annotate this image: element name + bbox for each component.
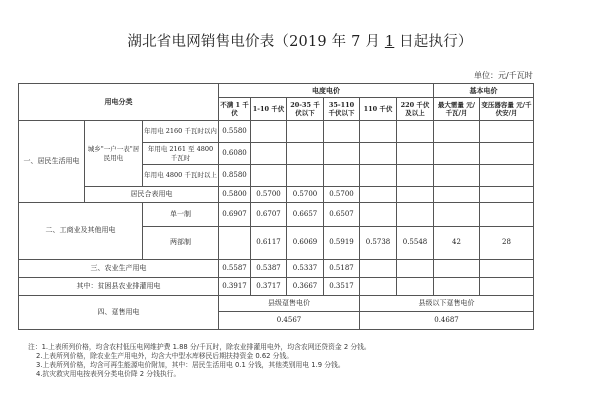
footnote: 2.上表所列价格，除农业生产用电外，均含大中型水库移民后期扶持资金 0.62 分钱。 — [36, 352, 294, 360]
wholesale-below-county-label: 县级以下趸售电价 — [360, 296, 534, 312]
residential-combined-price: 0.5700 — [287, 187, 324, 203]
empty-cell — [360, 165, 397, 187]
industrial-single-label: 单一制 — [143, 203, 219, 227]
residential-tier1-price: 0.5580 — [219, 121, 251, 143]
agricultural-price: 0.5387 — [251, 260, 287, 278]
residential-tier2-price: 0.6080 — [219, 143, 251, 165]
empty-cell — [251, 143, 287, 165]
wholesale-county-label: 县级趸售电价 — [219, 296, 360, 312]
footnote: 3.上表所列价格，均含可再生能源电价附加，其中：居民生活用电 0.1 分钱，其他类别用电 1.9 分钱。 — [36, 361, 345, 369]
industrial-two-part-price: 0.5919 — [324, 227, 360, 260]
page-title — [0, 30, 600, 51]
agricultural-sub-label: 其中：贫困县农业排灌用电 — [19, 278, 219, 296]
residential-combined-price: 0.5700 — [251, 187, 287, 203]
empty-cell — [360, 187, 397, 203]
footnote: 注：1.上表所列价格，均含农村低压电网维护费 1.88 分/千瓦时，除农业排灌用电外，均含农网还贷资金 2 分钱。 — [28, 343, 371, 351]
empty-cell — [219, 227, 251, 260]
industrial-two-part-price: 0.6069 — [287, 227, 324, 260]
header-voltage-20-35kv: 20-35 千伏以下 — [287, 98, 324, 121]
header-voltage-35-110kv: 35-110 千伏以下 — [324, 98, 360, 121]
industrial-single-price: 0.6507 — [324, 203, 360, 227]
title-day: 1 — [384, 34, 395, 50]
industrial-transformer-capacity: 28 — [480, 227, 534, 260]
header-basic-price: 基本电价 — [434, 84, 534, 98]
residential-tier1-label: 年用电 2160 千瓦时以内 — [143, 121, 219, 143]
empty-cell — [397, 278, 434, 296]
agricultural-label: 三、农业生产用电 — [19, 260, 219, 278]
empty-cell — [397, 121, 434, 143]
empty-cell — [360, 260, 397, 278]
industrial-label: 二、工商业及其他用电 — [19, 203, 143, 260]
agricultural-sub-price: 0.3917 — [219, 278, 251, 296]
industrial-single-price: 0.6657 — [287, 203, 324, 227]
agricultural-price: 0.5187 — [324, 260, 360, 278]
agricultural-sub-price: 0.3517 — [324, 278, 360, 296]
empty-cell — [434, 165, 480, 187]
header-voltage-1-10kv: 1-10 千伏 — [251, 98, 287, 121]
industrial-two-part-price: 0.6117 — [251, 227, 287, 260]
residential-combined-price: 0.5800 — [219, 187, 251, 203]
residential-urban-rural-label: 城乡"一户一表"居民用电 — [85, 121, 143, 187]
empty-cell — [480, 187, 534, 203]
empty-cell — [480, 143, 534, 165]
empty-cell — [480, 260, 534, 278]
empty-cell — [480, 278, 534, 296]
empty-cell — [480, 165, 534, 187]
header-transformer-capacity: 变压器容量 元/千伏安/月 — [480, 98, 534, 121]
header-voltage-220kv: 220 千伏 及以上 — [397, 98, 434, 121]
empty-cell — [360, 143, 397, 165]
empty-cell — [480, 203, 534, 227]
empty-cell — [434, 203, 480, 227]
residential-combined-label: 居民合表用电 — [85, 187, 219, 203]
header-max-demand: 最大需量 元/千瓦/月 — [434, 98, 480, 121]
residential-combined-price: 0.5700 — [324, 187, 360, 203]
industrial-two-part-price: 0.5738 — [360, 227, 397, 260]
residential-tier3-price: 0.8580 — [219, 165, 251, 187]
tariff-table — [18, 83, 534, 330]
empty-cell — [360, 203, 397, 227]
empty-cell — [287, 121, 324, 143]
industrial-single-price: 0.6707 — [251, 203, 287, 227]
wholesale-label: 四、趸售用电 — [19, 296, 219, 330]
agricultural-sub-price: 0.3717 — [251, 278, 287, 296]
unit-label: 单位：元/千瓦时 — [474, 71, 533, 80]
empty-cell — [434, 187, 480, 203]
empty-cell — [434, 260, 480, 278]
wholesale-below-county-price: 0.4687 — [360, 312, 534, 330]
header-voltage-110kv: 110 千伏 — [360, 98, 397, 121]
empty-cell — [324, 121, 360, 143]
empty-cell — [480, 121, 534, 143]
empty-cell — [360, 121, 397, 143]
industrial-two-part-label: 两部制 — [143, 227, 219, 260]
residential-tier2-label: 年用电 2161 至 4800 千瓦时 — [143, 143, 219, 165]
empty-cell — [251, 165, 287, 187]
header-voltage-lt1kv: 不满 1 千伏 — [219, 98, 251, 121]
empty-cell — [397, 260, 434, 278]
empty-cell — [251, 121, 287, 143]
empty-cell — [434, 278, 480, 296]
wholesale-county-price: 0.4567 — [219, 312, 360, 330]
empty-cell — [324, 143, 360, 165]
residential-tier3-label: 年用电 4800 千瓦时以上 — [143, 165, 219, 187]
empty-cell — [360, 278, 397, 296]
empty-cell — [397, 203, 434, 227]
empty-cell — [397, 165, 434, 187]
footnotes — [28, 343, 588, 379]
empty-cell — [397, 187, 434, 203]
empty-cell — [434, 121, 480, 143]
empty-cell — [324, 165, 360, 187]
header-energy-price: 电度电价 — [219, 84, 434, 98]
industrial-two-part-price: 0.5548 — [397, 227, 434, 260]
empty-cell — [287, 143, 324, 165]
industrial-max-demand: 42 — [434, 227, 480, 260]
title-prefix: 湖北省电网销售电价表（2019 年 7 月 — [127, 34, 385, 50]
agricultural-sub-price: 0.3667 — [287, 278, 324, 296]
agricultural-price: 0.5337 — [287, 260, 324, 278]
empty-cell — [287, 165, 324, 187]
agricultural-price: 0.5587 — [219, 260, 251, 278]
residential-label: 一、居民生活用电 — [19, 121, 85, 203]
empty-cell — [434, 143, 480, 165]
title-suffix: 日起执行） — [394, 34, 473, 50]
empty-cell — [397, 143, 434, 165]
footnote: 4.抗灾救灾用电按表列分类电价降 2 分钱执行。 — [36, 370, 181, 378]
industrial-single-price: 0.6907 — [219, 203, 251, 227]
header-category: 用电分类 — [19, 84, 219, 121]
